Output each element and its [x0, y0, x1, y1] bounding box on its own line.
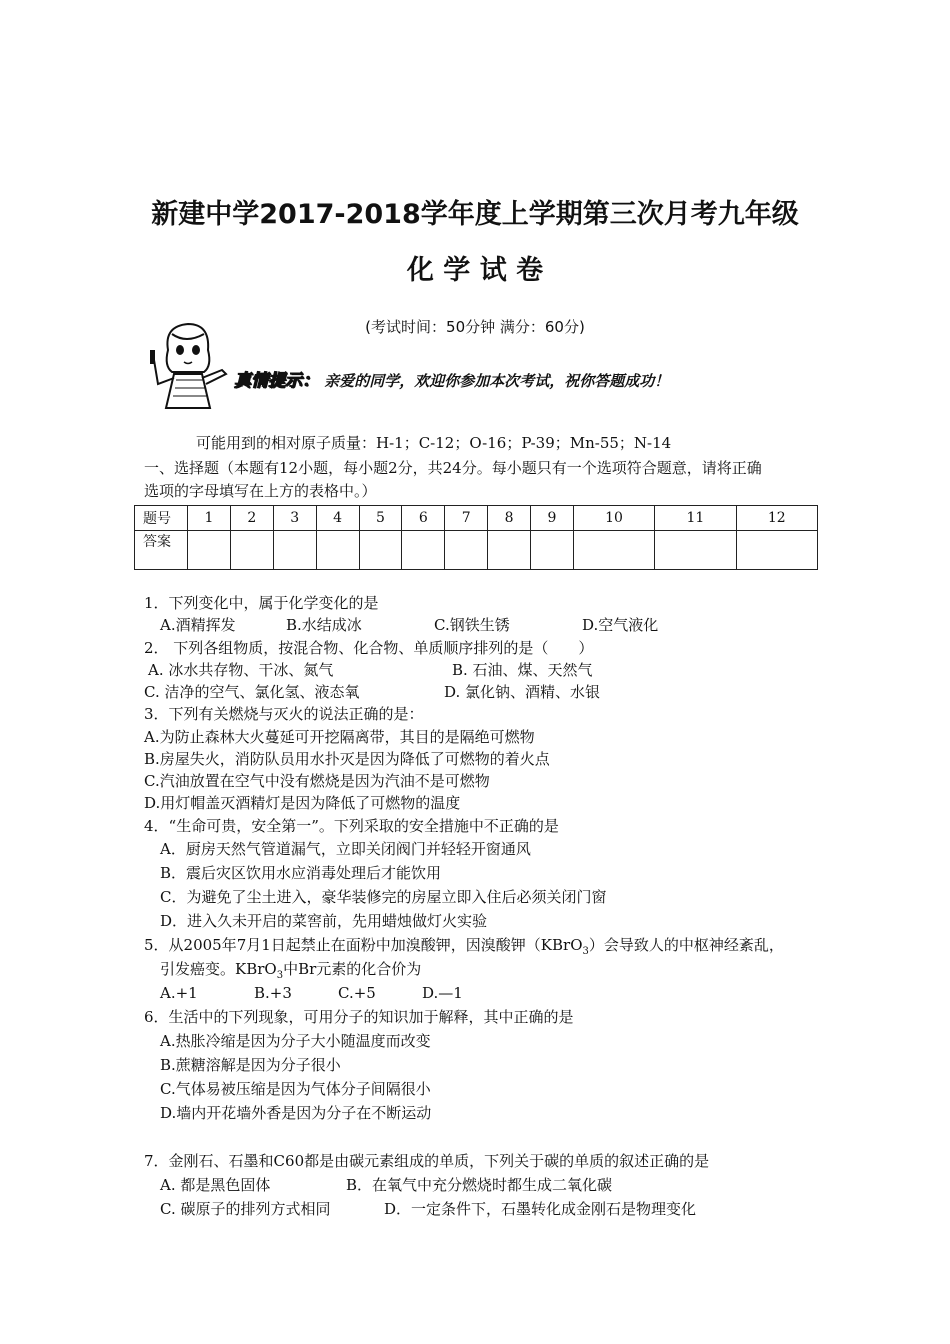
exam-title: 新建中学2017-2018学年度上学期第三次月考九年级 — [151, 199, 799, 230]
q6-stem: 6．生活中的下列现象，可用分子的知识加于解释，其中正确的是 — [144, 1008, 574, 1026]
question-number: 4 — [316, 506, 359, 531]
q2-option-c: C. 洁净的空气、氯化氢、液态氧 — [144, 683, 360, 701]
q6-option-d: D.墙内开花墙外香是因为分子在不断运动 — [160, 1104, 432, 1122]
q7-option-d: D．一定条件下，石墨转化成金刚石是物理变化 — [384, 1200, 697, 1218]
q5-stem-text: ）会导致人的中枢神经紊乱， — [588, 936, 784, 954]
q3-option-b: B.房屋失火，消防队员用水扑灭是因为降低了可燃物的着火点 — [144, 750, 550, 768]
tip-line — [234, 366, 669, 391]
q6-option-c: C.气体易被压缩是因为气体分子间隔很小 — [160, 1080, 431, 1098]
q7-option-a: A. 都是黑色固体 — [160, 1176, 271, 1194]
q7-option-c: C. 碳原子的排列方式相同 — [160, 1200, 331, 1218]
q3-stem: 3．下列有关燃烧与灭火的说法正确的是： — [144, 705, 424, 723]
subscript: 3 — [582, 946, 589, 957]
question-number: 8 — [488, 506, 531, 531]
answer-cell[interactable] — [531, 531, 574, 570]
q4-option-a: A．厨房天然气管道漏气，立即关闭阀门并轻轻开窗通风 — [160, 840, 531, 858]
q3-option-d: D.用灯帽盖灭酒精灯是因为降低了可燃物的温度 — [144, 794, 461, 812]
table-row-numbers — [135, 506, 818, 531]
answer-cell[interactable] — [359, 531, 402, 570]
atomic-masses: 可能用到的相对原子质量：H-1；C-12；O-16；P-39；Mn-55；N-14 — [196, 434, 672, 452]
question-number: 6 — [402, 506, 445, 531]
q1-option-d: D.空气液化 — [582, 616, 659, 634]
row-label-number: 题号 — [135, 506, 188, 531]
question-number: 9 — [531, 506, 574, 531]
q1-stem: 1．下列变化中，属于化学变化的是 — [144, 594, 379, 612]
question-number: 5 — [359, 506, 402, 531]
q6-option-b: B.蔗糖溶解是因为分子很小 — [160, 1056, 341, 1074]
q4-option-b: B．震后灾区饮用水应消毒处理后才能饮用 — [160, 864, 442, 882]
tip-text: 亲爱的同学，欢迎你参加本次考试，祝你答题成功！ — [324, 372, 670, 390]
section-heading-line2: 选项的字母填写在上方的表格中。） — [144, 482, 377, 500]
q5-option-a: A.+1 — [160, 984, 198, 1002]
answer-table — [134, 505, 818, 570]
q4-option-d: D．进入久未开启的菜窖前，先用蜡烛做灯火实验 — [160, 912, 488, 930]
q2-option-b: B. 石油、煤、天然气 — [452, 661, 593, 679]
q3-option-a: A.为防止森林大火蔓延可开挖隔离带，其目的是隔绝可燃物 — [144, 728, 535, 746]
section-heading-line1: 一、选择题（本题有12小题，每小题2分，共24分。每小题只有一个选项符合题意，请将正确 — [144, 459, 762, 477]
answer-cell[interactable] — [573, 531, 654, 570]
subject-title: 化 学 试 卷 — [406, 255, 544, 286]
q2-option-a: A. 冰水共存物、干冰、氮气 — [148, 661, 334, 679]
q5-stem-text: 5．从2005年7月1日起禁止在面粉中加溴酸钾，因溴酸钾（KBrO — [144, 936, 583, 954]
q6-option-a: A.热胀冷缩是因为分子大小随温度而改变 — [160, 1032, 431, 1050]
answer-cell[interactable] — [273, 531, 316, 570]
q2-stem: 2． 下列各组物质，按混合物、化合物、单质顺序排列的是（ ） — [144, 639, 594, 657]
answer-cell[interactable] — [188, 531, 231, 570]
q4-stem: 4．“生命可贵，安全第一”。下列采取的安全措施中不正确的是 — [144, 817, 559, 835]
q2-option-d: D. 氯化钠、酒精、水银 — [444, 683, 601, 701]
q1-option-c: C.钢铁生锈 — [434, 616, 510, 634]
answer-cell[interactable] — [230, 531, 273, 570]
answer-cell[interactable] — [736, 531, 817, 570]
answer-cell[interactable] — [316, 531, 359, 570]
subscript: 3 — [276, 970, 284, 981]
question-number: 10 — [573, 506, 654, 531]
q5-option-b: B.+3 — [254, 984, 292, 1002]
answer-cell[interactable] — [488, 531, 531, 570]
q3-option-c: C.汽油放置在空气中没有燃烧是因为汽油不是可燃物 — [144, 772, 490, 790]
q7-option-b: B．在氧气中充分燃烧时都生成二氧化碳 — [346, 1176, 613, 1194]
q1-option-b: B.水结成冰 — [286, 616, 362, 634]
question-number: 7 — [445, 506, 488, 531]
exam-info: (考试时间：50分钟 满分：60分) — [365, 318, 585, 336]
answer-cell[interactable] — [445, 531, 488, 570]
q7-stem: 7．金刚石、石墨和C60都是由碳元素组成的单质，下列关于碳的单质的叙述正确的是 — [144, 1152, 710, 1170]
tip-label: 真情提示： — [234, 371, 319, 391]
answer-cell[interactable] — [655, 531, 736, 570]
q5-option-d: D.—1 — [422, 984, 463, 1002]
q1-option-a: A.酒精挥发 — [160, 616, 236, 634]
cartoon-girl-illustration — [146, 320, 228, 412]
answer-cell[interactable] — [402, 531, 445, 570]
q4-option-c: C．为避免了尘土进入，豪华装修完的房屋立即入住后必须关闭门窗 — [160, 888, 607, 906]
table-row-answers — [135, 531, 818, 570]
q5-option-c: C.+5 — [338, 984, 376, 1002]
question-number: 1 — [188, 506, 231, 531]
q5-stem-text: 中Br元素的化合价为 — [283, 960, 422, 978]
row-label-answer: 答案 — [135, 531, 188, 570]
q5-stem-text: 引发癌变。KBrO — [160, 960, 277, 978]
question-number: 11 — [655, 506, 736, 531]
question-number: 12 — [736, 506, 817, 531]
question-number: 2 — [230, 506, 273, 531]
question-number: 3 — [273, 506, 316, 531]
